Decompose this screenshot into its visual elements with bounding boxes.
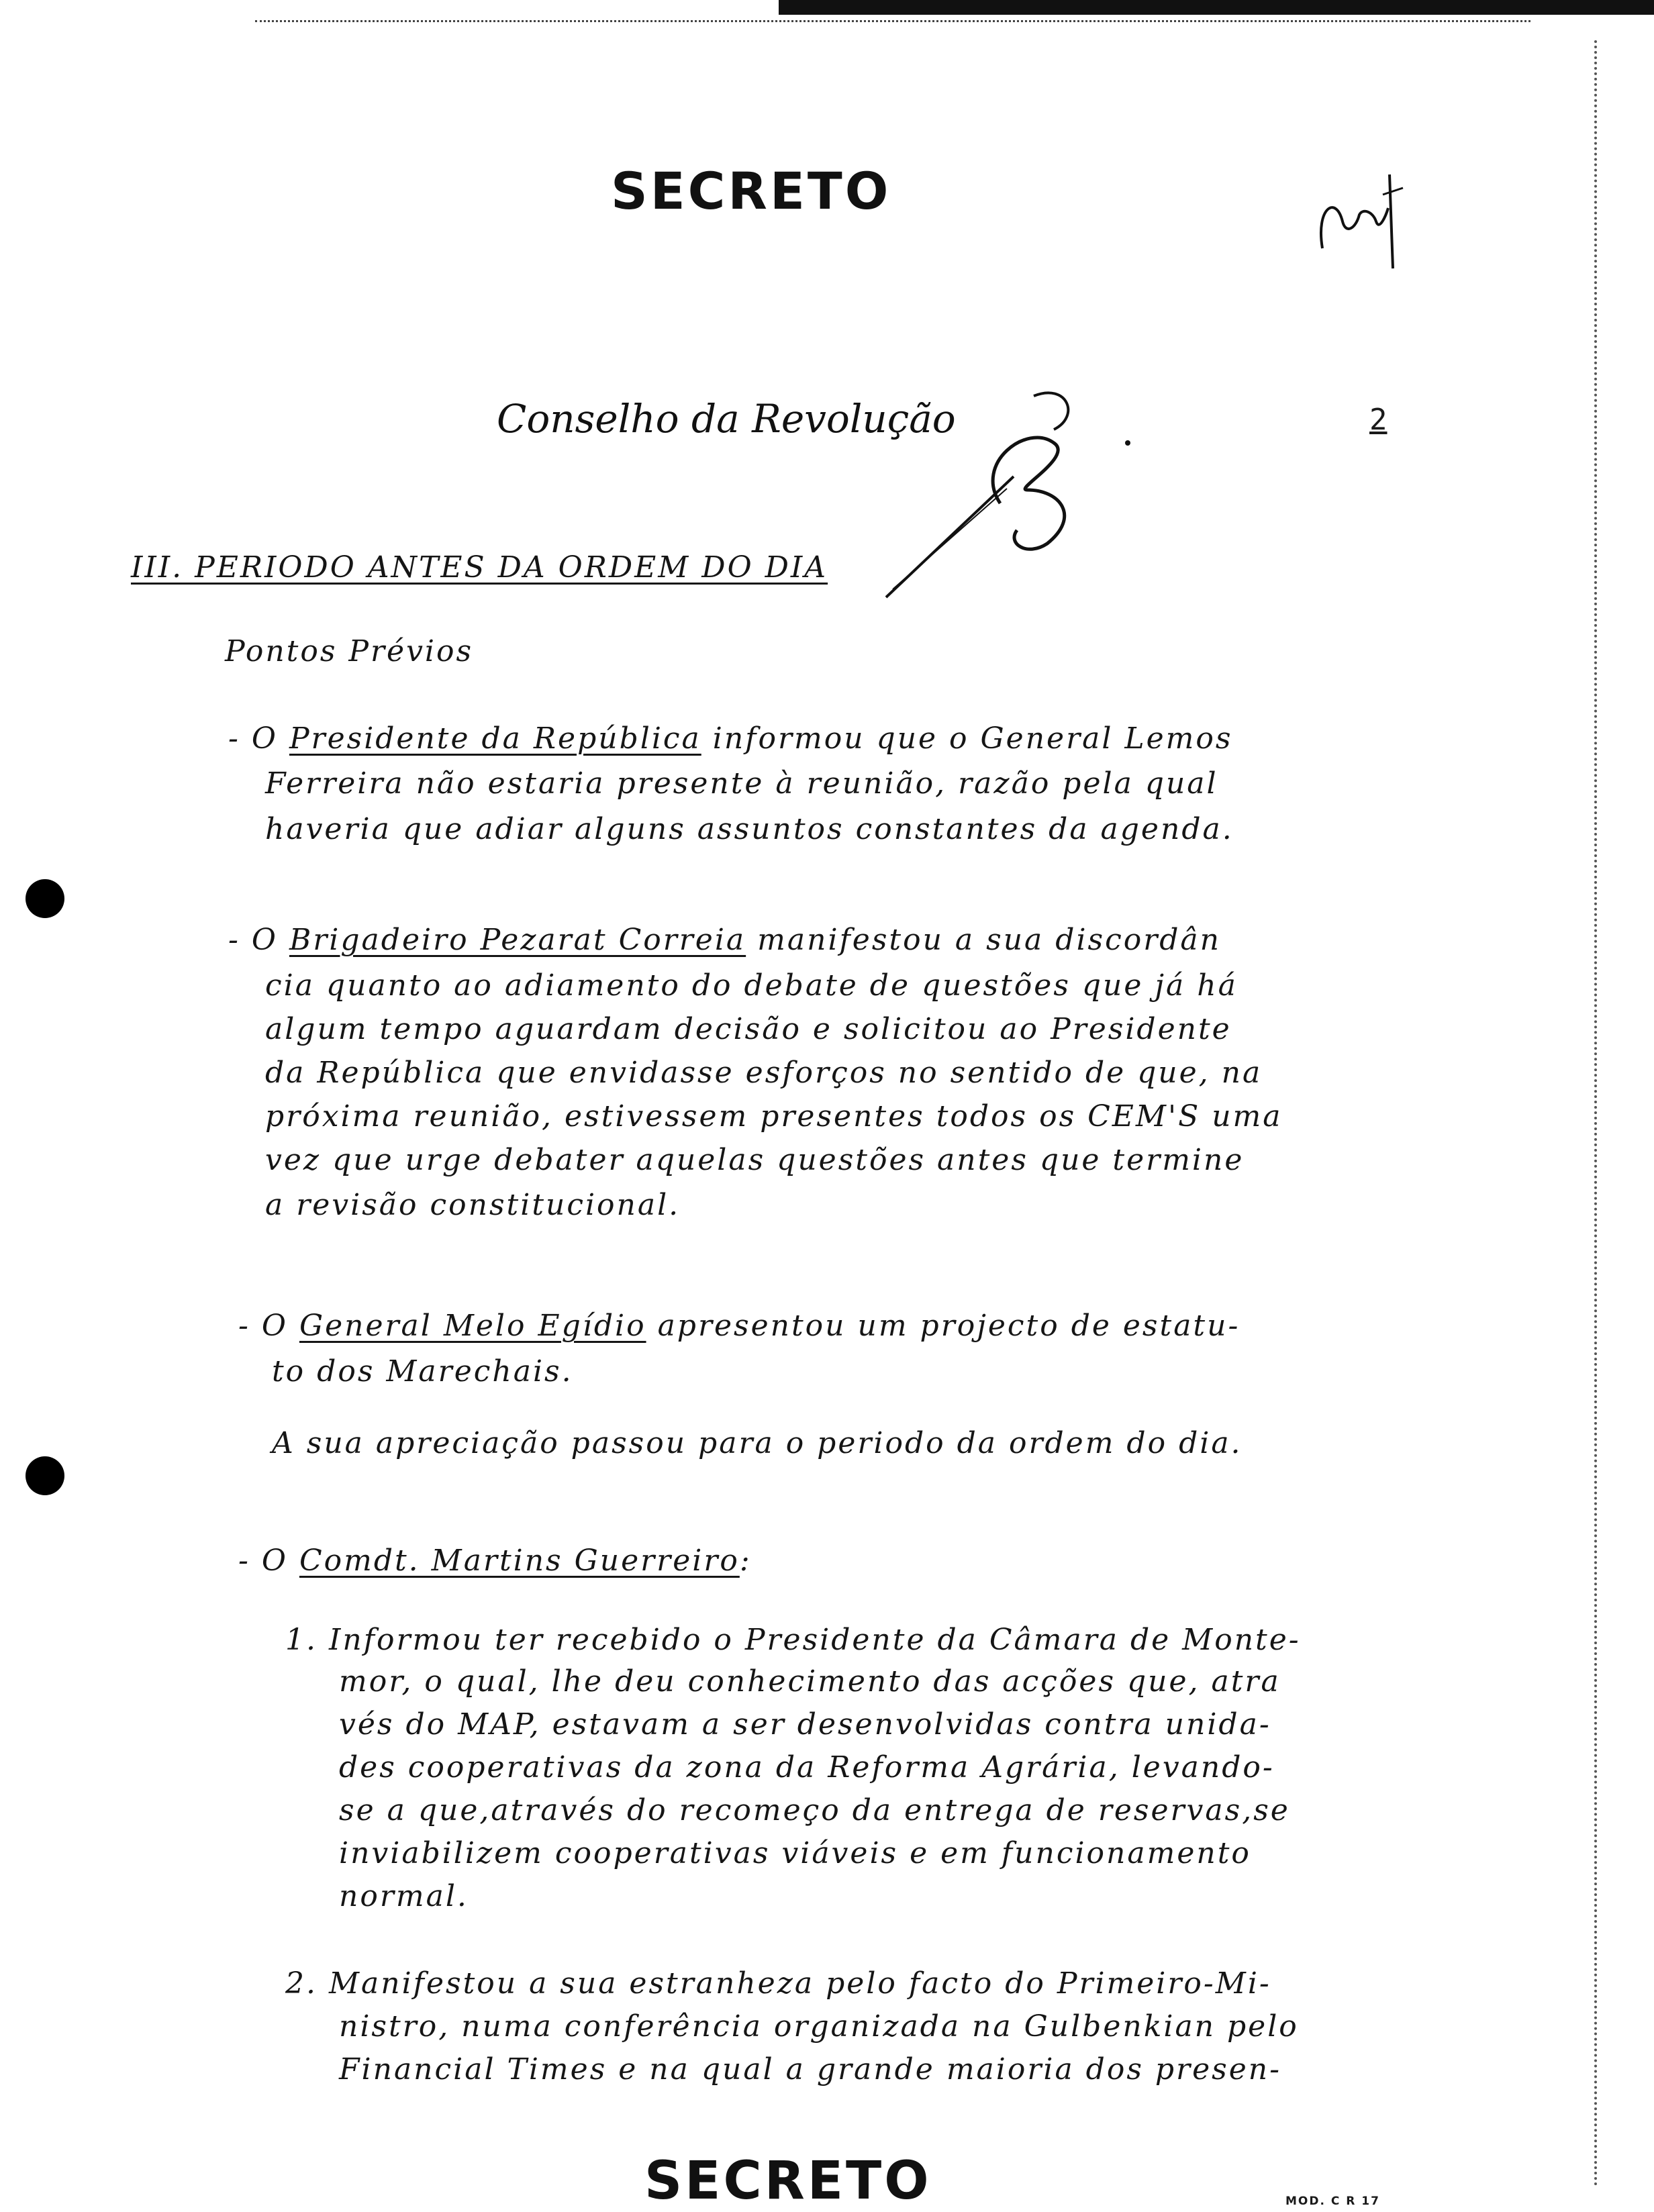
speaker-name: Presidente da República [289,721,701,756]
list-number: 2. [285,1966,318,2001]
item-2-line-2: cia quanto ao adiamento do debate de questões que já há [265,968,1238,1003]
scan-top-edge [779,0,1654,15]
sub-2-line-2: nistro, numa conferência organizada na Gulbenkian pelo [339,2009,1299,2044]
handwritten-signature [866,376,1148,611]
section-heading [131,550,828,585]
line-text: informou que o General Lemos [712,721,1233,756]
item-3-line-1 [238,1309,1240,1343]
sub-1-line-7: normal. [339,1879,469,1913]
dash: - O [238,1544,288,1578]
list-number: 1. [285,1623,318,1657]
punch-hole [26,1456,64,1495]
item-3-line-3: A sua apreciação passou para o periodo da ordem do dia. [272,1426,1243,1460]
scan-right-edge [1594,40,1601,2188]
line-text: manifestou a sua discordân [757,923,1221,957]
dash: - O [228,721,278,756]
sub-2-line-3: Financial Times e na qual a grande maioria dos presen- [339,2052,1281,2087]
scan-noise [255,20,1530,23]
item-1-line-1 [228,721,1232,756]
line-text: Manifestou a sua estranheza pelo facto do Primeiro-Mi- [328,1966,1271,2001]
item-2-line-6: vez que urge debater aquelas questões antes que termine [265,1143,1245,1177]
item-4-line-1 [238,1544,752,1578]
form-code: MOD. C R 17 [1285,2195,1380,2208]
dash: - O [238,1309,288,1343]
line-text: Informou ter recebido o Presidente da Câmara de Monte- [328,1623,1301,1657]
sub-1-line-4: des cooperativas da zona da Reforma Agrária, levando- [339,1750,1275,1784]
speaker-name: Brigadeiro Pezarat Correia [289,923,746,957]
item-2-line-1 [228,923,1221,957]
classification-stamp-top: SECRETO [611,161,891,221]
sub-1-line-6: inviabilizem cooperativas viáveis e em funcionamento [339,1836,1251,1870]
punch-hole [26,879,64,918]
item-1-line-3: haveria que adiar alguns assuntos constantes da agenda. [265,812,1234,846]
item-3-line-2: to dos Marechais. [272,1354,573,1389]
classification-stamp-bottom: SECRETO [644,2151,932,2211]
item-1-line-2: Ferreira não estaria presente à reunião, razão pela qual [265,766,1218,801]
sub-1-line-3: vés do MAP, estavam a ser desenvolvidas contra unida- [339,1707,1271,1742]
page-number: 2 [1369,403,1388,437]
speaker-name: General Melo Egídio [299,1309,646,1343]
dash: - O [228,923,278,957]
subheading: Pontos Prévios [225,634,474,668]
initials-signature [1309,168,1410,275]
line-text: apresentou um projecto de estatu- [657,1309,1240,1343]
colon: : [739,1544,752,1578]
item-2-line-7: a revisão constitucional. [265,1188,681,1222]
sub-1-line-2: mor, o qual, lhe deu conhecimento das acções que, atra [339,1664,1281,1699]
sub-1-line-5: se a que,através do recomeço da entrega de reservas,se [339,1793,1290,1827]
item-2-line-4: da República que envidasse esforços no sentido de que, na [265,1056,1263,1090]
sub-2-line-1 [285,1966,1271,2001]
section-heading-text: III. PERIODO ANTES DA ORDEM DO DIA [131,550,828,585]
sub-1-line-1 [285,1623,1301,1657]
item-2-line-3: algum tempo aguardam decisão e solicitou ao Presidente [265,1012,1232,1046]
item-2-line-5: próxima reunião, estivessem presentes todos os CEM'S uma [265,1099,1283,1134]
letterhead: Conselho da Revolução [497,396,956,442]
speaker-name: Comdt. Martins Guerreiro [299,1544,740,1578]
